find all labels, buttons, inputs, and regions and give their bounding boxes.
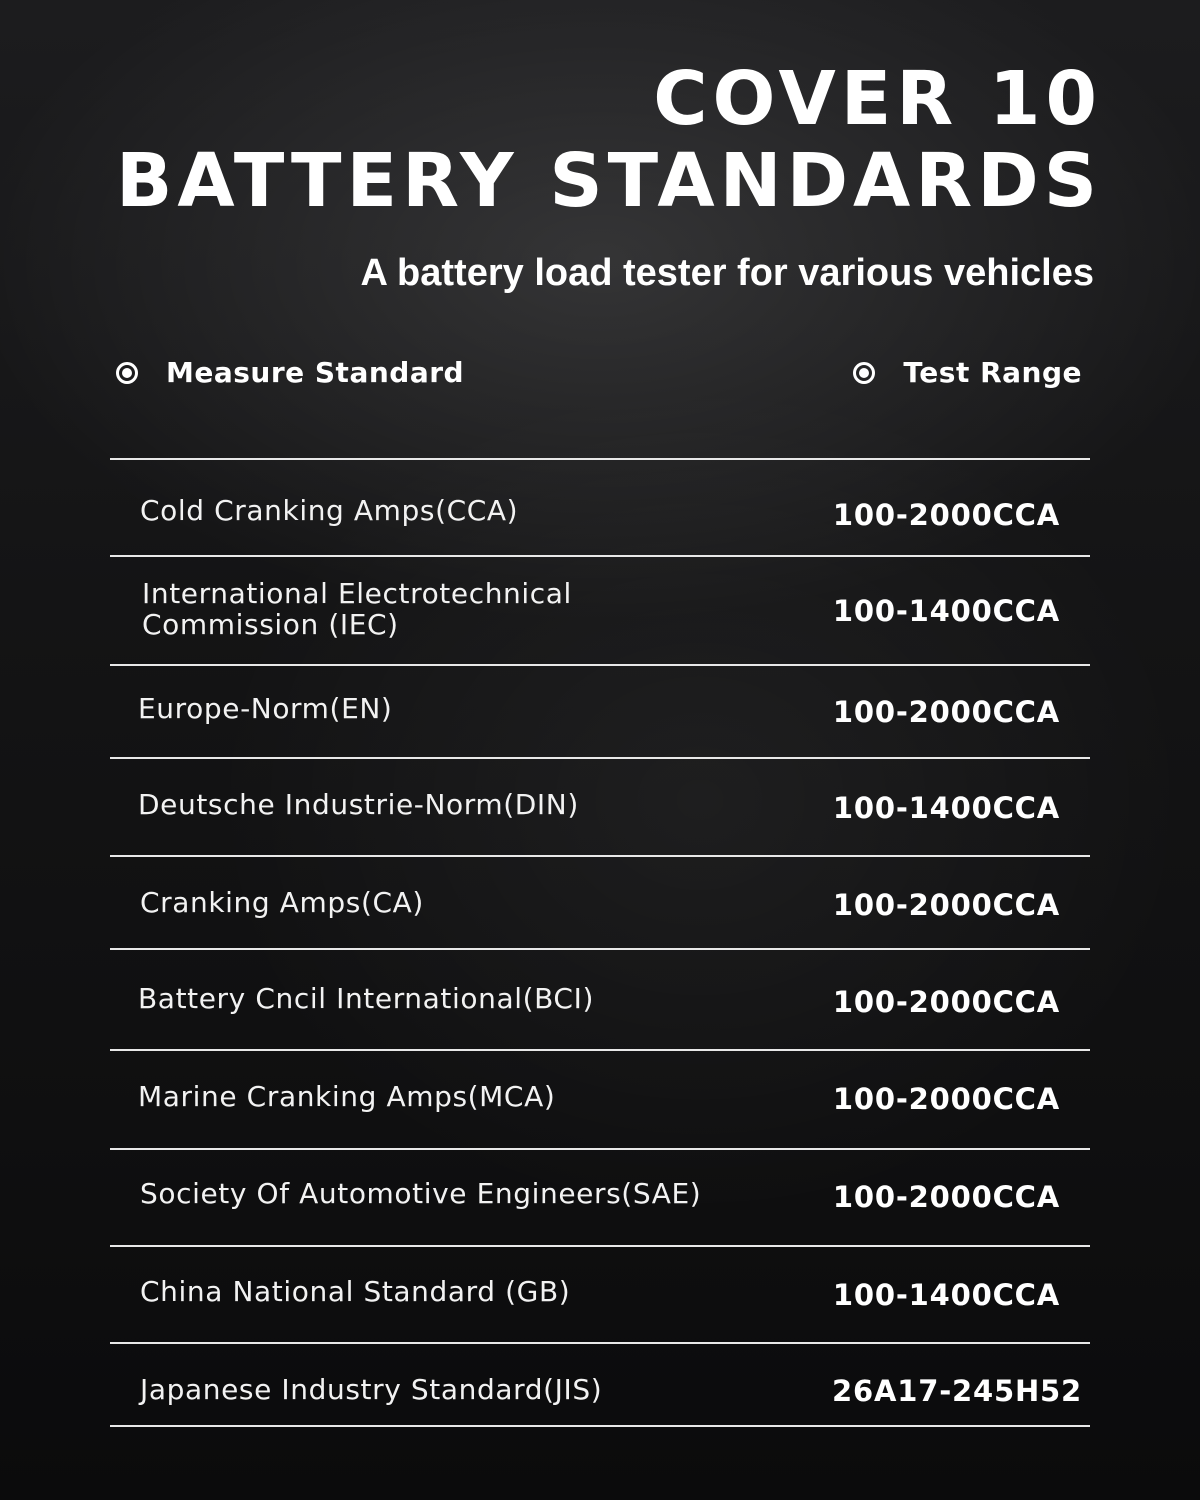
test-range-value: 100-1400CCA [832,791,1060,825]
standard-name: Europe-Norm(EN) [138,692,393,725]
table-row [110,666,1090,759]
table-row [110,759,1090,857]
table-row [110,557,1090,666]
standard-name: Japanese Industry Standard(JIS) [140,1373,603,1406]
table-row [110,460,1090,557]
test-range-value: 26A17-245H52 [832,1374,1082,1408]
test-range-value: 100-2000CCA [832,888,1060,922]
standard-name: Marine Cranking Amps(MCA) [138,1080,556,1113]
test-range-value: 100-1400CCA [832,1278,1060,1312]
table-row [110,1247,1090,1344]
standard-name: Society Of Automotive Engineers(SAE) [140,1177,702,1210]
radio-bullet-icon [853,362,875,384]
standard-name: China National Standard (GB) [140,1275,571,1308]
header-test-range-label: Test Range [903,356,1082,389]
radio-bullet-icon [116,362,138,384]
header-test-range [853,356,1082,390]
subtitle: A battery load tester for various vehicles [360,252,1094,294]
header-measure-standard-label: Measure Standard [166,356,465,389]
table-row [110,1051,1090,1150]
test-range-value: 100-2000CCA [832,985,1060,1019]
test-range-value: 100-2000CCA [832,1180,1060,1214]
standard-name: International Electrotechnical Commission (IEC) [142,577,572,641]
table-row [110,950,1090,1051]
standard-name: Cold Cranking Amps(CCA) [140,494,519,527]
standard-name: Battery Cncil International(BCI) [138,982,594,1015]
title-line-2: BATTERY STANDARDS [115,138,1102,224]
standard-name: Deutsche Industrie-Norm(DIN) [138,788,579,821]
test-range-value: 100-2000CCA [832,695,1060,729]
table-row [110,1344,1090,1427]
table-row [110,1150,1090,1247]
table-row [110,857,1090,950]
test-range-value: 100-2000CCA [832,498,1060,532]
title-line-1: COVER 10 [653,56,1102,142]
header-measure-standard [116,356,464,390]
standard-name: Cranking Amps(CA) [140,886,424,919]
test-range-value: 100-1400CCA [832,594,1060,628]
standards-table [110,458,1090,1427]
test-range-value: 100-2000CCA [832,1082,1060,1116]
